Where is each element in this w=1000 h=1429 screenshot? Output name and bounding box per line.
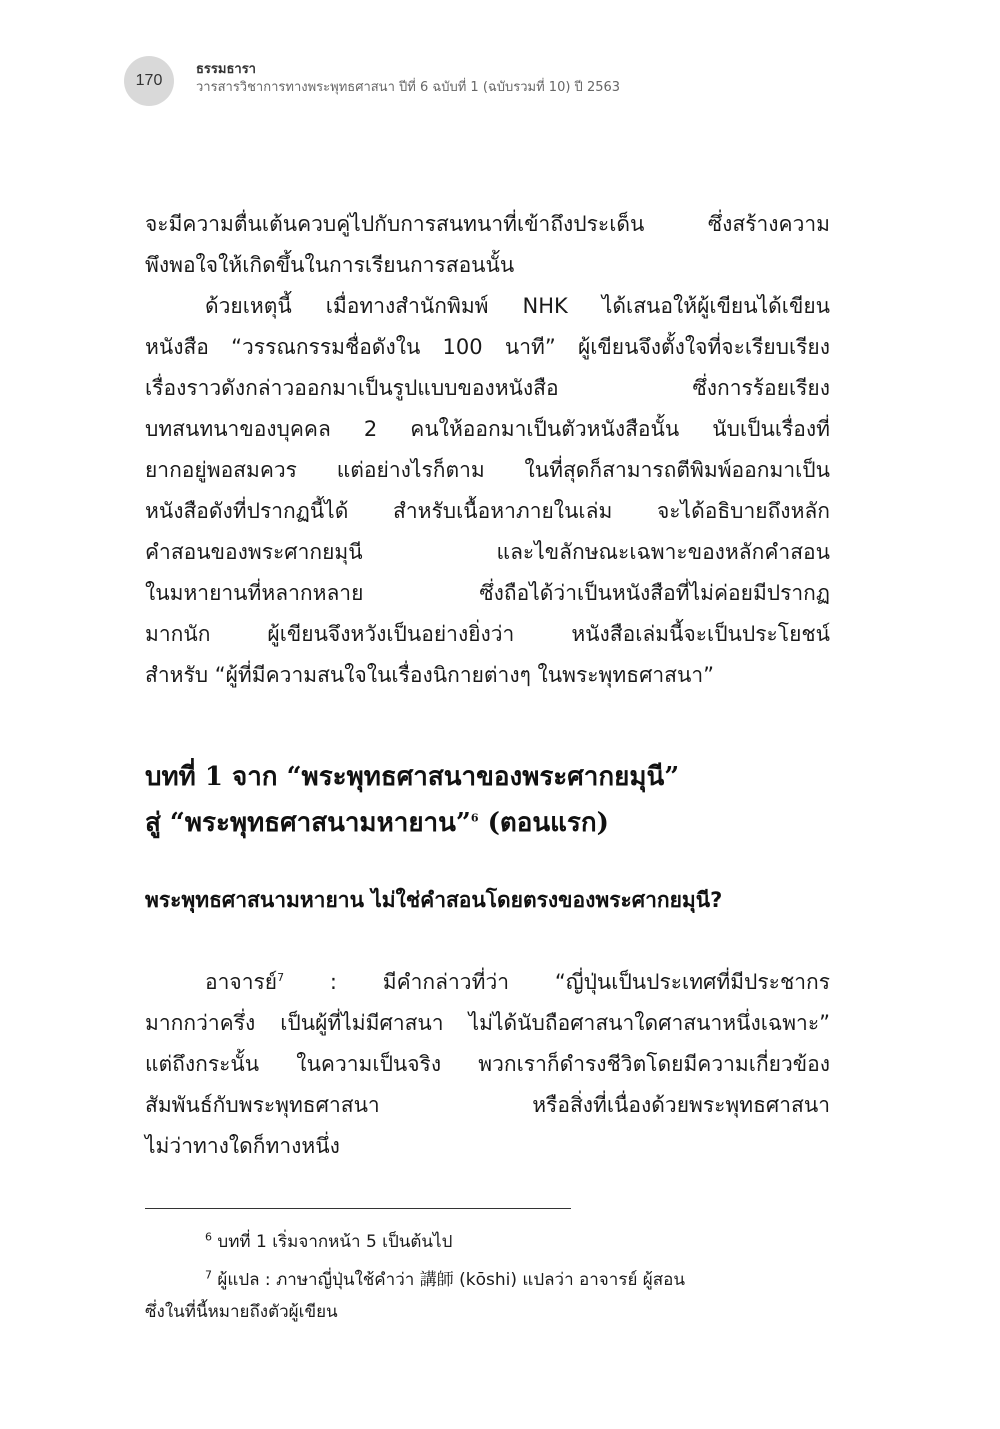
paragraph-continued	[145, 204, 830, 286]
paragraph-line: จะมีความตื่นเต้นควบคู่ไปกับการสนทนาที่เข้าถึงประเด็น ซึ่งสร้างความ	[145, 212, 830, 236]
footnote-ref-7[interactable]: 7	[277, 971, 285, 984]
footnote-ref-6[interactable]: 6	[470, 811, 479, 825]
footnote-number: 6	[205, 1230, 212, 1244]
paragraph-line: ไม่ว่าทางใดก็ทางหนึ่ง	[145, 1134, 340, 1158]
chapter-heading-title: สู่ “พระพุทธศาสนามหายาน”	[145, 808, 471, 838]
chapter-heading	[145, 754, 845, 846]
paragraph-line: เรื่องราวดังกล่าวออกมาเป็นรูปแบบของหนังสือ ซึ่งการร้อยเรียง	[145, 376, 830, 400]
paragraph-line: หนังสือดังที่ปรากฏนี้ได้ สำหรับเนื้อหาภายในเล่ม จะได้อธิบายถึงหลัก	[145, 499, 830, 523]
paragraph-2	[145, 962, 830, 1167]
footnote-divider	[145, 1208, 571, 1209]
paragraph-line: คำสอนของพระศากยมุนี และไขลักษณะเฉพาะของหลักคำสอน	[145, 540, 830, 564]
footnote-text: ผู้แปล : ภาษาญี่ปุ่นใช้คำว่า 講師 (kōshi) แปลว่า อาจารย์ ผู้สอน	[212, 1270, 685, 1290]
paragraph-line: สัมพันธ์กับพระพุทธศาสนา หรือสิ่งที่เนื่องด้วยพระพุทธศาสนา	[145, 1093, 830, 1117]
footnote-6	[145, 1226, 830, 1258]
chapter-heading-line-1: บทที่ 1 จาก “พระพุทธศาสนาของพระศากยมุนี”	[145, 762, 680, 792]
paragraph-line: ด้วยเหตุนี้ เมื่อทางสำนักพิมพ์ NHK ได้เสนอให้ผู้เขียนได้เขียน	[205, 294, 830, 318]
footnote-7	[145, 1264, 830, 1328]
paragraph-line: แต่ถึงกระนั้น ในความเป็นจริง พวกเราก็ดำรงชีวิตโดยมีความเกี่ยวข้อง	[145, 1052, 830, 1076]
footnote-body	[145, 1232, 452, 1252]
footnote-text: บทที่ 1 เริ่มจากหน้า 5 เป็นต้นไป	[212, 1232, 453, 1252]
page-number: 170	[124, 56, 174, 106]
paragraph-line: บทสนทนาของบุคคล 2 คนให้ออกมาเป็นตัวหนังสือนั้น นับเป็นเรื่องที่	[145, 417, 830, 441]
paragraph-line: หนังสือ “วรรณกรรมชื่อดังใน 100 นาที” ผู้เขียนจึงตั้งใจที่จะเรียบเรียง	[145, 335, 830, 359]
paragraph-line: พึงพอใจให้เกิดขึ้นในการเรียนการสอนนั้น	[145, 253, 515, 277]
paragraph-line: มากกว่าครึ่ง เป็นผู้ที่ไม่มีศาสนา ไม่ได้นับถือศาสนาใดศาสนาหนึ่งเฉพาะ”	[145, 1011, 830, 1035]
paragraph-1	[145, 286, 830, 696]
paragraph-line: สำหรับ “ผู้ที่มีความสนใจในเรื่องนิกายต่างๆ ในพระพุทธศาสนา”	[145, 663, 715, 687]
chapter-heading-suffix: (ตอนแรก)	[478, 808, 609, 838]
chapter-heading-line-2	[145, 800, 845, 846]
paragraph-line: มากนัก ผู้เขียนจึงหวังเป็นอย่างยิ่งว่า หนังสือเล่มนี้จะเป็นประโยชน์	[145, 622, 830, 646]
footnote-number: 7	[205, 1268, 212, 1282]
paragraph-line: ยากอยู่พอสมควร แต่อย่างไรก็ตาม ในที่สุดก็สามารถตีพิมพ์ออกมาเป็น	[145, 458, 830, 482]
paragraph-line-rest: : มีคำกล่าวที่ว่า “ญี่ปุ่นเป็นประเทศที่มีประชากร	[284, 970, 830, 994]
section-heading: พระพุทธศาสนามหายาน ไม่ใช่คำสอนโดยตรงของพระศากยมุนี?	[145, 888, 723, 912]
footnote-text-continued: ซึ่งในที่นี้หมายถึงตัวผู้เขียน	[145, 1302, 338, 1322]
speaker-label: อาจารย์	[205, 970, 278, 994]
journal-subtitle: วารสารวิชาการทางพระพุทธศาสนา ปีที่ 6 ฉบับที่ 1 (ฉบับรวมที่ 10) ปี 2563	[196, 80, 621, 95]
journal-name: ธรรมธารา	[196, 62, 256, 77]
footnote-body	[145, 1264, 830, 1296]
paragraph-line: ในมหายานที่หลากหลาย ซึ่งถือได้ว่าเป็นหนังสือที่ไม่ค่อยมีปรากฏ	[145, 581, 830, 605]
running-header	[196, 61, 620, 97]
paragraph-line	[145, 962, 830, 1003]
